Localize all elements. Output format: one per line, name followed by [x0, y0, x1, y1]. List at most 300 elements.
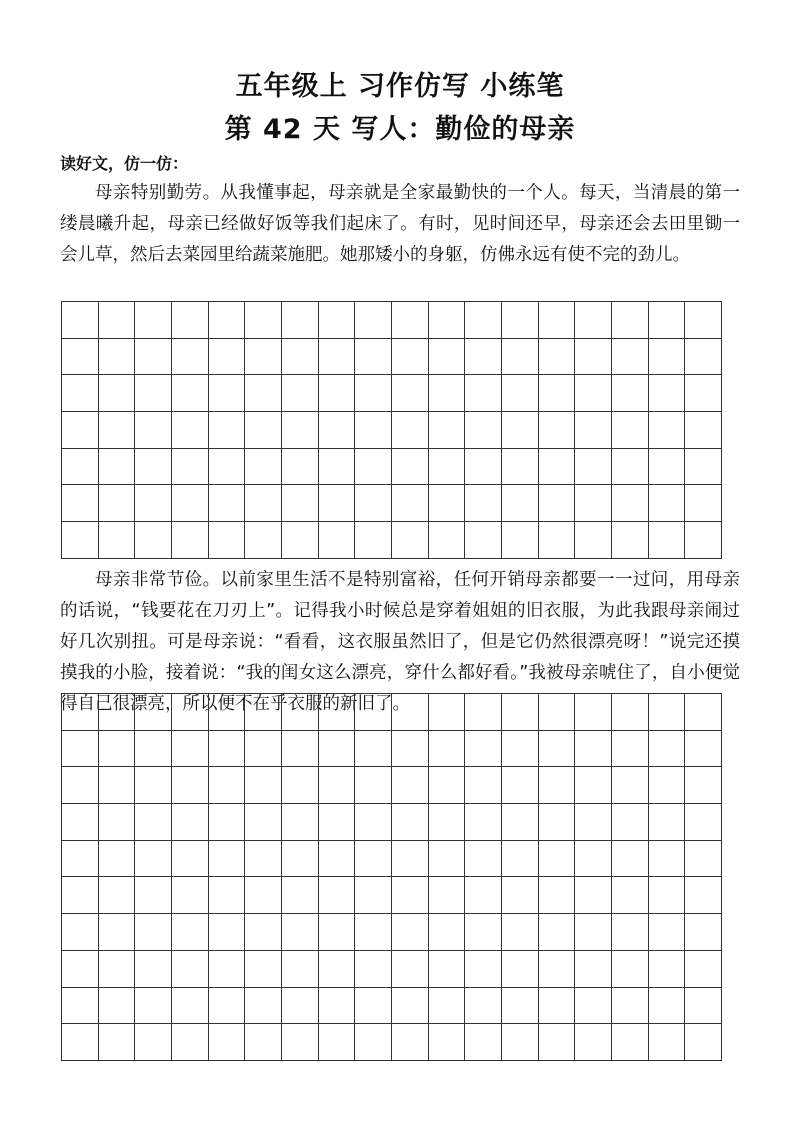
- grid-cell[interactable]: [465, 731, 502, 768]
- grid-cell[interactable]: [539, 412, 576, 449]
- grid-cell[interactable]: [282, 522, 319, 559]
- grid-cell[interactable]: [392, 877, 429, 914]
- grid-cell[interactable]: [172, 522, 209, 559]
- grid-cell[interactable]: [282, 485, 319, 522]
- grid-cell[interactable]: [355, 522, 392, 559]
- grid-cell[interactable]: [575, 841, 612, 878]
- grid-cell[interactable]: [355, 731, 392, 768]
- grid-cell[interactable]: [282, 339, 319, 376]
- grid-cell[interactable]: [649, 877, 686, 914]
- grid-cell[interactable]: [465, 522, 502, 559]
- grid-cell[interactable]: [172, 449, 209, 486]
- grid-cell[interactable]: [685, 339, 722, 376]
- grid-cell[interactable]: [99, 951, 136, 988]
- grid-cell[interactable]: [62, 841, 99, 878]
- grid-cell[interactable]: [465, 877, 502, 914]
- grid-cell[interactable]: [209, 694, 246, 731]
- grid-cell[interactable]: [685, 302, 722, 339]
- grid-cell[interactable]: [685, 449, 722, 486]
- grid-cell[interactable]: [209, 339, 246, 376]
- grid-cell[interactable]: [392, 412, 429, 449]
- grid-cell[interactable]: [135, 804, 172, 841]
- grid-cell[interactable]: [685, 951, 722, 988]
- grid-cell[interactable]: [282, 375, 319, 412]
- grid-cell[interactable]: [612, 412, 649, 449]
- grid-cell[interactable]: [612, 339, 649, 376]
- grid-cell[interactable]: [355, 302, 392, 339]
- grid-cell[interactable]: [502, 731, 539, 768]
- grid-cell[interactable]: [319, 375, 356, 412]
- grid-cell[interactable]: [62, 988, 99, 1025]
- grid-cell[interactable]: [209, 485, 246, 522]
- grid-cell[interactable]: [172, 1024, 209, 1061]
- grid-cell[interactable]: [465, 449, 502, 486]
- grid-cell[interactable]: [649, 988, 686, 1025]
- grid-cell[interactable]: [319, 522, 356, 559]
- grid-cell[interactable]: [539, 841, 576, 878]
- grid-cell[interactable]: [209, 1024, 246, 1061]
- grid-cell[interactable]: [135, 522, 172, 559]
- grid-cell[interactable]: [245, 731, 282, 768]
- grid-cell[interactable]: [502, 522, 539, 559]
- grid-cell[interactable]: [62, 804, 99, 841]
- grid-cell[interactable]: [172, 914, 209, 951]
- grid-cell[interactable]: [282, 841, 319, 878]
- grid-cell[interactable]: [429, 804, 466, 841]
- grid-cell[interactable]: [612, 877, 649, 914]
- grid-cell[interactable]: [465, 339, 502, 376]
- grid-cell[interactable]: [209, 951, 246, 988]
- grid-cell[interactable]: [392, 951, 429, 988]
- grid-cell[interactable]: [172, 339, 209, 376]
- grid-cell[interactable]: [62, 694, 99, 731]
- grid-cell[interactable]: [135, 375, 172, 412]
- grid-cell[interactable]: [62, 1024, 99, 1061]
- grid-cell[interactable]: [649, 375, 686, 412]
- grid-cell[interactable]: [575, 339, 612, 376]
- grid-cell[interactable]: [429, 1024, 466, 1061]
- grid-cell[interactable]: [612, 914, 649, 951]
- grid-cell[interactable]: [392, 731, 429, 768]
- grid-cell[interactable]: [209, 988, 246, 1025]
- grid-cell[interactable]: [172, 804, 209, 841]
- grid-cell[interactable]: [612, 951, 649, 988]
- grid-cell[interactable]: [539, 731, 576, 768]
- grid-cell[interactable]: [282, 988, 319, 1025]
- grid-cell[interactable]: [282, 449, 319, 486]
- grid-cell[interactable]: [649, 522, 686, 559]
- grid-cell[interactable]: [502, 449, 539, 486]
- grid-cell[interactable]: [392, 988, 429, 1025]
- grid-cell[interactable]: [172, 988, 209, 1025]
- grid-cell[interactable]: [502, 841, 539, 878]
- grid-cell[interactable]: [502, 951, 539, 988]
- grid-cell[interactable]: [245, 951, 282, 988]
- grid-cell[interactable]: [245, 694, 282, 731]
- grid-cell[interactable]: [685, 694, 722, 731]
- grid-cell[interactable]: [245, 877, 282, 914]
- grid-cell[interactable]: [62, 731, 99, 768]
- grid-cell[interactable]: [209, 522, 246, 559]
- grid-cell[interactable]: [429, 302, 466, 339]
- grid-cell[interactable]: [502, 988, 539, 1025]
- grid-cell[interactable]: [172, 485, 209, 522]
- grid-cell[interactable]: [429, 731, 466, 768]
- grid-cell[interactable]: [649, 914, 686, 951]
- grid-cell[interactable]: [575, 694, 612, 731]
- grid-cell[interactable]: [539, 951, 576, 988]
- grid-cell[interactable]: [99, 694, 136, 731]
- grid-cell[interactable]: [465, 767, 502, 804]
- grid-cell[interactable]: [612, 1024, 649, 1061]
- grid-cell[interactable]: [429, 914, 466, 951]
- grid-cell[interactable]: [209, 302, 246, 339]
- grid-cell[interactable]: [685, 988, 722, 1025]
- grid-cell[interactable]: [502, 375, 539, 412]
- grid-cell[interactable]: [685, 804, 722, 841]
- grid-cell[interactable]: [429, 951, 466, 988]
- grid-cell[interactable]: [465, 914, 502, 951]
- grid-cell[interactable]: [612, 449, 649, 486]
- grid-cell[interactable]: [612, 841, 649, 878]
- grid-cell[interactable]: [135, 339, 172, 376]
- grid-cell[interactable]: [245, 767, 282, 804]
- grid-cell[interactable]: [282, 1024, 319, 1061]
- grid-cell[interactable]: [649, 767, 686, 804]
- grid-cell[interactable]: [539, 877, 576, 914]
- grid-cell[interactable]: [575, 988, 612, 1025]
- grid-cell[interactable]: [465, 988, 502, 1025]
- grid-cell[interactable]: [649, 302, 686, 339]
- grid-cell[interactable]: [429, 339, 466, 376]
- grid-cell[interactable]: [355, 951, 392, 988]
- grid-cell[interactable]: [649, 694, 686, 731]
- grid-cell[interactable]: [172, 375, 209, 412]
- grid-cell[interactable]: [282, 302, 319, 339]
- grid-cell[interactable]: [319, 951, 356, 988]
- grid-cell[interactable]: [539, 485, 576, 522]
- grid-cell[interactable]: [135, 449, 172, 486]
- grid-cell[interactable]: [99, 988, 136, 1025]
- grid-cell[interactable]: [612, 694, 649, 731]
- grid-cell[interactable]: [99, 449, 136, 486]
- grid-cell[interactable]: [465, 951, 502, 988]
- grid-cell[interactable]: [245, 485, 282, 522]
- grid-cell[interactable]: [135, 485, 172, 522]
- grid-cell[interactable]: [209, 804, 246, 841]
- grid-cell[interactable]: [62, 302, 99, 339]
- grid-cell[interactable]: [209, 731, 246, 768]
- grid-cell[interactable]: [649, 841, 686, 878]
- grid-cell[interactable]: [135, 731, 172, 768]
- grid-cell[interactable]: [319, 731, 356, 768]
- grid-cell[interactable]: [355, 767, 392, 804]
- grid-cell[interactable]: [429, 694, 466, 731]
- grid-cell[interactable]: [99, 412, 136, 449]
- grid-cell[interactable]: [245, 804, 282, 841]
- grid-cell[interactable]: [539, 988, 576, 1025]
- grid-cell[interactable]: [62, 877, 99, 914]
- grid-cell[interactable]: [319, 694, 356, 731]
- grid-cell[interactable]: [539, 767, 576, 804]
- grid-cell[interactable]: [502, 767, 539, 804]
- grid-cell[interactable]: [685, 1024, 722, 1061]
- grid-cell[interactable]: [282, 914, 319, 951]
- grid-cell[interactable]: [135, 877, 172, 914]
- grid-cell[interactable]: [99, 339, 136, 376]
- grid-cell[interactable]: [355, 412, 392, 449]
- grid-cell[interactable]: [685, 914, 722, 951]
- grid-cell[interactable]: [62, 767, 99, 804]
- grid-cell[interactable]: [245, 988, 282, 1025]
- writing-grid-2[interactable]: [61, 693, 722, 1061]
- grid-cell[interactable]: [209, 841, 246, 878]
- grid-cell[interactable]: [685, 767, 722, 804]
- grid-cell[interactable]: [429, 485, 466, 522]
- grid-cell[interactable]: [465, 841, 502, 878]
- grid-cell[interactable]: [99, 1024, 136, 1061]
- grid-cell[interactable]: [135, 914, 172, 951]
- grid-cell[interactable]: [245, 339, 282, 376]
- grid-cell[interactable]: [465, 1024, 502, 1061]
- grid-cell[interactable]: [62, 339, 99, 376]
- grid-cell[interactable]: [502, 1024, 539, 1061]
- grid-cell[interactable]: [429, 522, 466, 559]
- grid-cell[interactable]: [392, 1024, 429, 1061]
- grid-cell[interactable]: [649, 485, 686, 522]
- grid-cell[interactable]: [355, 841, 392, 878]
- grid-cell[interactable]: [612, 522, 649, 559]
- grid-cell[interactable]: [245, 522, 282, 559]
- grid-cell[interactable]: [502, 804, 539, 841]
- grid-cell[interactable]: [319, 1024, 356, 1061]
- grid-cell[interactable]: [355, 339, 392, 376]
- grid-cell[interactable]: [245, 914, 282, 951]
- grid-cell[interactable]: [539, 449, 576, 486]
- grid-cell[interactable]: [575, 412, 612, 449]
- grid-cell[interactable]: [99, 804, 136, 841]
- grid-cell[interactable]: [282, 877, 319, 914]
- grid-cell[interactable]: [172, 412, 209, 449]
- grid-cell[interactable]: [319, 449, 356, 486]
- grid-cell[interactable]: [282, 767, 319, 804]
- grid-cell[interactable]: [649, 804, 686, 841]
- grid-cell[interactable]: [392, 914, 429, 951]
- grid-cell[interactable]: [502, 485, 539, 522]
- grid-cell[interactable]: [172, 951, 209, 988]
- grid-cell[interactable]: [392, 522, 429, 559]
- grid-cell[interactable]: [355, 694, 392, 731]
- grid-cell[interactable]: [429, 767, 466, 804]
- grid-cell[interactable]: [319, 412, 356, 449]
- grid-cell[interactable]: [319, 988, 356, 1025]
- grid-cell[interactable]: [209, 914, 246, 951]
- grid-cell[interactable]: [429, 841, 466, 878]
- grid-cell[interactable]: [62, 449, 99, 486]
- grid-cell[interactable]: [62, 522, 99, 559]
- grid-cell[interactable]: [575, 731, 612, 768]
- grid-cell[interactable]: [575, 877, 612, 914]
- grid-cell[interactable]: [355, 988, 392, 1025]
- grid-cell[interactable]: [649, 951, 686, 988]
- grid-cell[interactable]: [685, 485, 722, 522]
- grid-cell[interactable]: [355, 914, 392, 951]
- grid-cell[interactable]: [319, 914, 356, 951]
- grid-cell[interactable]: [685, 412, 722, 449]
- grid-cell[interactable]: [355, 877, 392, 914]
- grid-cell[interactable]: [319, 804, 356, 841]
- grid-cell[interactable]: [429, 877, 466, 914]
- grid-cell[interactable]: [465, 302, 502, 339]
- grid-cell[interactable]: [245, 449, 282, 486]
- grid-cell[interactable]: [612, 767, 649, 804]
- grid-cell[interactable]: [502, 302, 539, 339]
- grid-cell[interactable]: [355, 449, 392, 486]
- grid-cell[interactable]: [539, 694, 576, 731]
- grid-cell[interactable]: [429, 449, 466, 486]
- grid-cell[interactable]: [465, 375, 502, 412]
- grid-cell[interactable]: [649, 339, 686, 376]
- grid-cell[interactable]: [99, 731, 136, 768]
- grid-cell[interactable]: [135, 302, 172, 339]
- grid-cell[interactable]: [209, 767, 246, 804]
- grid-cell[interactable]: [392, 449, 429, 486]
- grid-cell[interactable]: [465, 804, 502, 841]
- grid-cell[interactable]: [575, 914, 612, 951]
- grid-cell[interactable]: [355, 375, 392, 412]
- grid-cell[interactable]: [502, 339, 539, 376]
- grid-cell[interactable]: [62, 485, 99, 522]
- grid-cell[interactable]: [172, 302, 209, 339]
- grid-cell[interactable]: [392, 694, 429, 731]
- grid-cell[interactable]: [135, 1024, 172, 1061]
- grid-cell[interactable]: [612, 988, 649, 1025]
- grid-cell[interactable]: [539, 1024, 576, 1061]
- grid-cell[interactable]: [685, 522, 722, 559]
- grid-cell[interactable]: [135, 694, 172, 731]
- grid-cell[interactable]: [355, 485, 392, 522]
- grid-cell[interactable]: [685, 841, 722, 878]
- grid-cell[interactable]: [502, 914, 539, 951]
- grid-cell[interactable]: [685, 731, 722, 768]
- grid-cell[interactable]: [392, 339, 429, 376]
- grid-cell[interactable]: [99, 375, 136, 412]
- grid-cell[interactable]: [282, 694, 319, 731]
- grid-cell[interactable]: [245, 841, 282, 878]
- grid-cell[interactable]: [319, 339, 356, 376]
- grid-cell[interactable]: [465, 485, 502, 522]
- grid-cell[interactable]: [465, 412, 502, 449]
- grid-cell[interactable]: [99, 522, 136, 559]
- grid-cell[interactable]: [539, 522, 576, 559]
- grid-cell[interactable]: [99, 485, 136, 522]
- grid-cell[interactable]: [502, 877, 539, 914]
- grid-cell[interactable]: [685, 375, 722, 412]
- grid-cell[interactable]: [62, 375, 99, 412]
- grid-cell[interactable]: [612, 375, 649, 412]
- grid-cell[interactable]: [282, 731, 319, 768]
- grid-cell[interactable]: [575, 522, 612, 559]
- grid-cell[interactable]: [649, 412, 686, 449]
- grid-cell[interactable]: [539, 914, 576, 951]
- grid-cell[interactable]: [282, 951, 319, 988]
- grid-cell[interactable]: [575, 375, 612, 412]
- grid-cell[interactable]: [135, 951, 172, 988]
- grid-cell[interactable]: [502, 694, 539, 731]
- grid-cell[interactable]: [245, 1024, 282, 1061]
- grid-cell[interactable]: [355, 804, 392, 841]
- grid-cell[interactable]: [392, 302, 429, 339]
- grid-cell[interactable]: [612, 302, 649, 339]
- grid-cell[interactable]: [429, 988, 466, 1025]
- grid-cell[interactable]: [172, 767, 209, 804]
- grid-cell[interactable]: [319, 485, 356, 522]
- grid-cell[interactable]: [685, 877, 722, 914]
- grid-cell[interactable]: [172, 841, 209, 878]
- grid-cell[interactable]: [649, 731, 686, 768]
- grid-cell[interactable]: [99, 767, 136, 804]
- grid-cell[interactable]: [172, 694, 209, 731]
- grid-cell[interactable]: [575, 485, 612, 522]
- grid-cell[interactable]: [245, 375, 282, 412]
- grid-cell[interactable]: [99, 841, 136, 878]
- grid-cell[interactable]: [319, 302, 356, 339]
- grid-cell[interactable]: [99, 914, 136, 951]
- grid-cell[interactable]: [245, 302, 282, 339]
- grid-cell[interactable]: [209, 412, 246, 449]
- grid-cell[interactable]: [429, 375, 466, 412]
- grid-cell[interactable]: [575, 449, 612, 486]
- grid-cell[interactable]: [62, 914, 99, 951]
- grid-cell[interactable]: [99, 877, 136, 914]
- grid-cell[interactable]: [245, 412, 282, 449]
- grid-cell[interactable]: [172, 731, 209, 768]
- grid-cell[interactable]: [539, 375, 576, 412]
- grid-cell[interactable]: [612, 485, 649, 522]
- grid-cell[interactable]: [392, 804, 429, 841]
- grid-cell[interactable]: [649, 1024, 686, 1061]
- grid-cell[interactable]: [319, 877, 356, 914]
- grid-cell[interactable]: [502, 412, 539, 449]
- grid-cell[interactable]: [392, 841, 429, 878]
- grid-cell[interactable]: [209, 877, 246, 914]
- grid-cell[interactable]: [172, 877, 209, 914]
- grid-cell[interactable]: [392, 767, 429, 804]
- grid-cell[interactable]: [282, 412, 319, 449]
- grid-cell[interactable]: [539, 302, 576, 339]
- grid-cell[interactable]: [575, 302, 612, 339]
- grid-cell[interactable]: [135, 412, 172, 449]
- writing-grid-1[interactable]: [61, 301, 722, 559]
- grid-cell[interactable]: [319, 767, 356, 804]
- grid-cell[interactable]: [135, 767, 172, 804]
- grid-cell[interactable]: [575, 951, 612, 988]
- grid-cell[interactable]: [209, 375, 246, 412]
- grid-cell[interactable]: [612, 731, 649, 768]
- grid-cell[interactable]: [575, 1024, 612, 1061]
- grid-cell[interactable]: [135, 988, 172, 1025]
- grid-cell[interactable]: [135, 841, 172, 878]
- grid-cell[interactable]: [392, 485, 429, 522]
- grid-cell[interactable]: [539, 339, 576, 376]
- grid-cell[interactable]: [319, 841, 356, 878]
- grid-cell[interactable]: [649, 449, 686, 486]
- grid-cell[interactable]: [539, 804, 576, 841]
- grid-cell[interactable]: [575, 804, 612, 841]
- grid-cell[interactable]: [355, 1024, 392, 1061]
- grid-cell[interactable]: [392, 375, 429, 412]
- grid-cell[interactable]: [62, 412, 99, 449]
